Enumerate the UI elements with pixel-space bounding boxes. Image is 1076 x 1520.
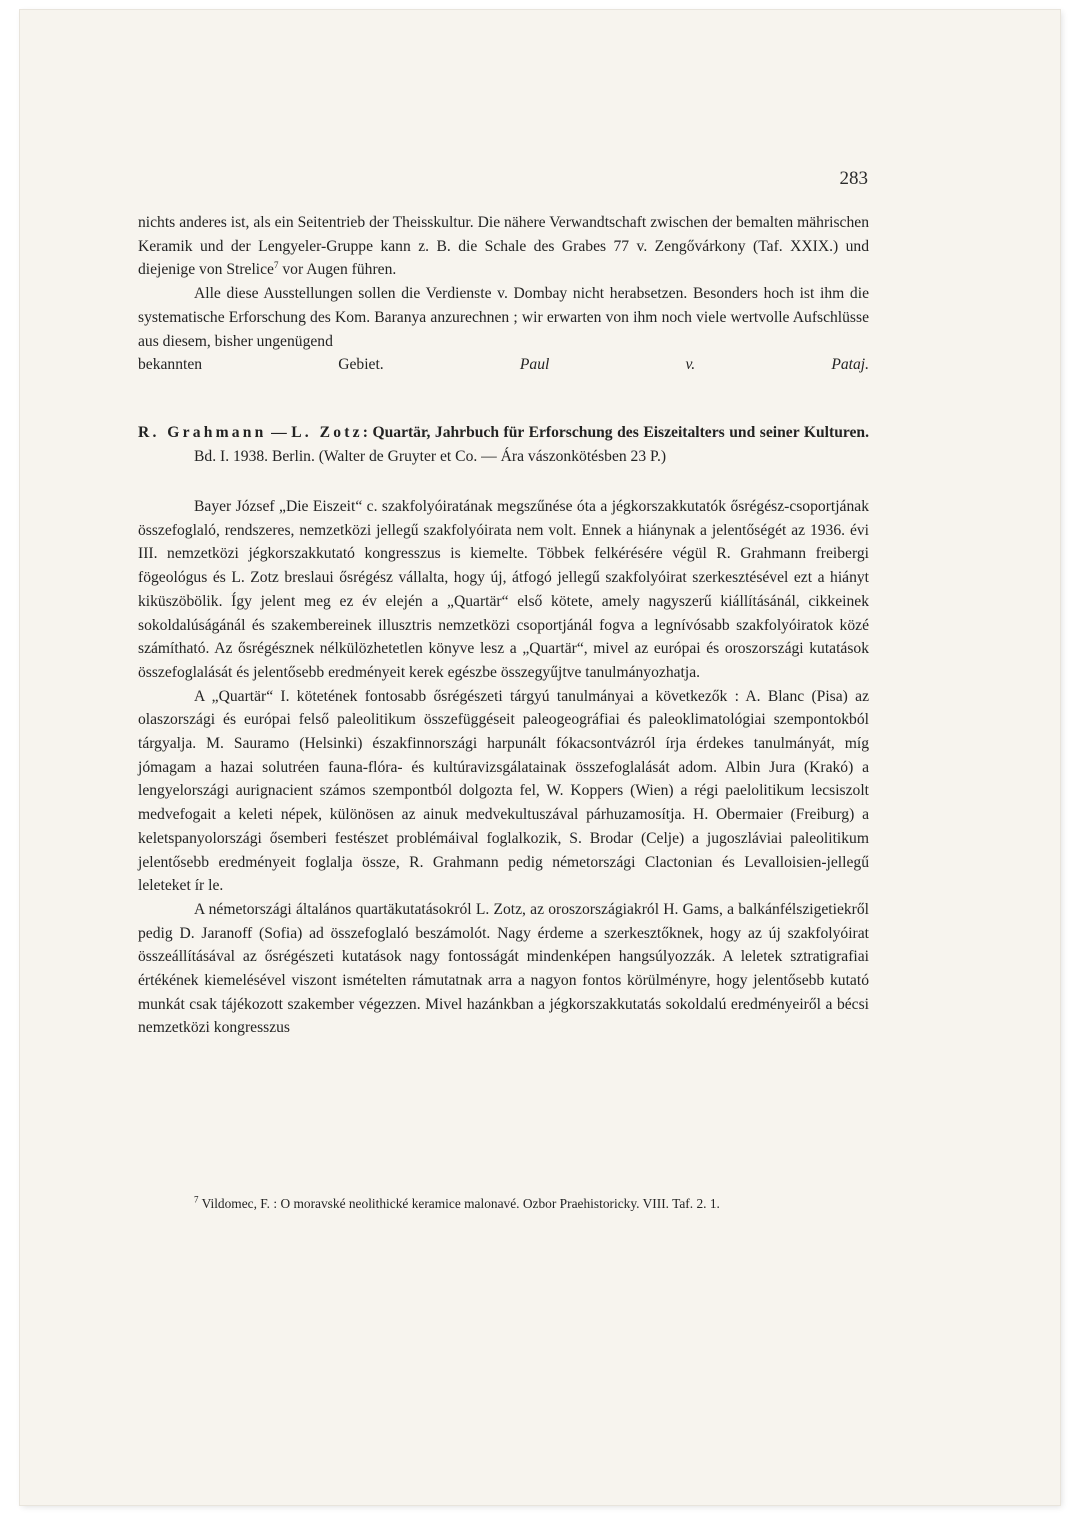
paragraph-text: nichts anderes ist, als ein Seitentrieb der Theisskultur. Die nähere Verwandtschaft zwischen der bemalten mährischen Keramik und der Lengyeler-Gruppe kann z. B. die Schale des Grabes 77 v. Zengővárkony (Taf. XXIX.) und diejenige von Strelice — [138, 214, 869, 279]
separator: : — [362, 424, 373, 441]
book-title: Quartär, Jahrbuch für Erforschung des Eiszeitalters und seiner Kulturen. — [372, 424, 870, 441]
paragraph: Bayer József „Die Eiszeit“ c. szakfolyóiratának megszűnése óta a jégkorszakkutatók ősrégész-csoportjának összefoglaló, rendszeres, nemzetközi jellegű szakfolyóirata nem volt. Ennek a hiánynak a jelentőségét az 1936. évi III. nemzetközi jégkorszakkutató kongresszus is kiemelte. Többek felkérésére végül R. Grahmann freibergi fögeológus és L. Zotz breslaui ősrégész vállalta, hogy új, átfogó jellegű szakfolyóirat szerkesztésével ezt a hiányt kiküszöbölik. Így jelent meg ez év elején a „Quartär“ első kötete, amely nagyszerű kiállításánál, cikkeinek sokoldalúságánál és szakembereinek illusztris nemzetközi csoportjánál fogva a legnívósabb szakfolyóiratok közé számítható. Az ősrégésznek nélkülözhetetlen könyve lesz a „Quartär“, mivel az európai és oroszországi kutatások összefoglalását és jelentősebb eredményeit kerek egészbe összegyűjtve tanulmányozhatja. — [138, 498, 869, 681]
paragraph — [138, 282, 869, 353]
paragraph-text: Alle diese Ausstellungen sollen die Verdienste v. Dombay nicht herabsetzen. Besonders hoch ist ihm die systematische Erforschung des Kom. Baranya anzurechnen ; wir erwarten von ihm noch viele wertvolle Aufschlüsse aus diesem, bisher ungenügend — [138, 285, 869, 350]
review-bibliographic-header — [138, 421, 869, 468]
paragraph-text: vor Augen führen. — [278, 261, 397, 279]
publication-details: Bd. I. 1938. Berlin. (Walter de Gruyter et Co. — Ára vászonkötésben 23 P.) — [194, 447, 667, 465]
paragraph: A „Quartär“ I. kötetének fontosabb ősrégészeti tárgyú tanulmányai a következők : A. Blanc (Pisa) az olaszországi és európai felső paleolitikum összefüggéseit paleogeográfiai és paleoklimatológiai szempontokból tárgyalja. M. Sauramo (Helsinki) északfinnországi harpunált fókacsontvázról írja érdekes tanulmányát, míg jómagam a hazai solutréen fauna-flóra- és kultúravizsgálatainak összefoglalását adom. Albin Jura (Krakó) a lengyelországi aurignacient számos szempontból dolgozta fel, W. Koppers (Wien) a régi paelolitikum lecsiszolt medvefogait a keleti népek, különösen az ainuk medvekultuszával párhuzamosítja. H. Obermaier (Freiburg) a keletspanyolországi ősemberi festészet problémáival foglalkozik, S. Brodar (Celje) a jugoszláviai paleolitikum jelentősebb eredményeit foglalja össze, R. Grahmann pedig németországi Clactonian és Levalloisien-jellegű leleteket ír le. — [138, 687, 869, 895]
paragraph — [138, 211, 869, 282]
paragraph: A németországi általános quartäkutatásokról L. Zotz, az oroszországiakról H. Gams, a balkánfélszigetiekről pedig D. Jaranoff (Sofia) ad összefoglaló beszámolót. Nagy érdeme a szerkesztőknek, hogy az új szakfolyóirat összeállításával az ősrégészeti kutatások nagy fontosságát mindenképen hangsúlyozzák. A leletek sztratigrafiai értékének kiemelésével viszont ismételten rámutatnak arra a nagyon fontos körülményre, hogy jelentősebb kutató munkát csak tájékozott szakember végezzen. Mivel hazánkban a jégkorszakkutatás sokoldalú eredményeiről a bécsi nemzetközi kongresszus — [138, 900, 869, 1037]
footnote-text: Vildomec, F. : O moravské neolithické keramice malonavé. Ozbor Praehistoricky. VIII. Taf. 2. 1. — [198, 1196, 720, 1211]
paragraph-text: bekannten Gebiet. — [138, 356, 384, 374]
author-name: R. Grahmann — [138, 424, 267, 441]
footnotes — [138, 1193, 869, 1215]
footnote-reference: 7 — [273, 260, 279, 271]
author-name: L. Zotz — [291, 424, 363, 441]
signature-line — [138, 353, 869, 377]
review-body — [138, 495, 869, 1040]
footnote — [138, 1193, 869, 1215]
separator: — — [266, 424, 292, 441]
document-page — [20, 10, 1060, 1505]
reviewer-signature: Paul v. Pataj. — [519, 356, 870, 374]
footnote-mark: 7 — [194, 1194, 199, 1205]
page-number: 283 — [839, 168, 868, 189]
previous-review-text — [138, 211, 869, 377]
